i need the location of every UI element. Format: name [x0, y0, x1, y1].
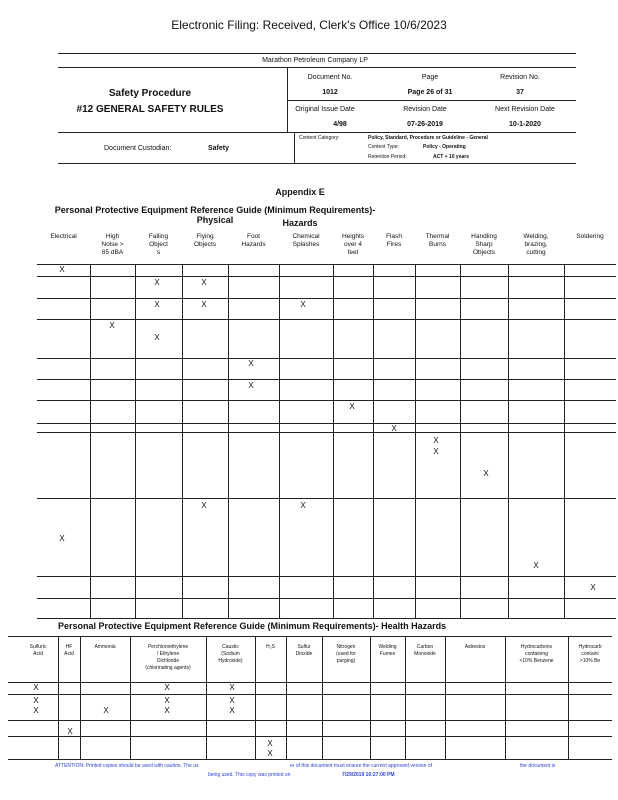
health-col-rule [130, 636, 131, 759]
document-no-label: Document No. [307, 74, 353, 81]
physical-col-rule [228, 264, 229, 618]
physical-header-7: Flash Fires [386, 233, 402, 248]
health-col-rule [286, 636, 287, 759]
next-revision-label: Next Revision Date [495, 106, 555, 113]
revision-date-label: Revision Date [403, 106, 447, 113]
content-type-label: Content Type: [368, 144, 400, 150]
physical-mark: X [391, 424, 397, 433]
physical-mark: X [483, 469, 489, 478]
physical-mark: X [433, 436, 439, 445]
physical-header-10: Welding, brazing, cutting [523, 233, 549, 256]
content-type: Policy - Operating [423, 144, 466, 150]
header-rule-3 [287, 100, 576, 101]
physical-mark: X [300, 300, 306, 309]
physical-header-8: Thermal Burns [425, 233, 450, 248]
physical-row-rule [37, 498, 616, 499]
health-col-rule [206, 636, 207, 759]
health-col-rule [405, 636, 406, 759]
company-name: Marathon Petroleum Company LP [262, 57, 368, 64]
health-header-10: Asbestos [464, 644, 486, 650]
page-number: Page 26 of 31 [407, 89, 453, 96]
footer-line2-b: 7/29/2019 10:27:00 PM [342, 772, 395, 778]
health-mark: X [229, 706, 235, 715]
custodian-label: Document Custodian: [104, 145, 172, 152]
physical-col-rule [135, 264, 136, 618]
health-header-0: Sulfuric Acid [29, 644, 47, 657]
physical-mark: X [201, 501, 207, 510]
health-title: Personal Protective Equipment Reference Guide (Minimum Requirements)- Health Hazards [58, 621, 447, 631]
health-mark: X [267, 749, 273, 758]
procedure-name: #12 GENERAL SAFETY RULES [76, 104, 224, 115]
health-header-2: Ammonia [94, 644, 116, 650]
physical-mark: X [154, 300, 160, 309]
physical-header-3: Flying Objects [193, 233, 217, 248]
physical-mark: X [433, 447, 439, 456]
health-row-rule [8, 682, 612, 683]
health-mark: X [229, 696, 235, 705]
next-revision: 10-1-2020 [509, 121, 541, 128]
physical-row-rule [37, 400, 616, 401]
physical-header-rule [37, 264, 616, 265]
header-bottom-rule [58, 163, 576, 164]
header-divider-2 [294, 132, 295, 163]
original-issue-label: Original Issue Date [295, 106, 355, 113]
physical-mark: X [154, 278, 160, 287]
physical-mark: X [201, 300, 207, 309]
physical-header-0: Electrical [50, 233, 77, 240]
header-rule-2 [58, 67, 576, 68]
health-col-rule [370, 636, 371, 759]
health-col-rule [568, 636, 569, 759]
physical-col-rule [373, 264, 374, 618]
health-header-4: Caustic (Sodium Hydroxide) [218, 644, 243, 664]
health-mark: X [67, 727, 73, 736]
physical-col-rule [460, 264, 461, 618]
original-issue: 4/98 [333, 121, 347, 128]
content-category-label: Content Category: [299, 135, 340, 141]
health-col-rule [505, 636, 506, 759]
health-header-3: Perchloroethylene / Ethylene Dichloride (chlorinating agents) [145, 644, 191, 671]
physical-col-rule [415, 264, 416, 618]
physical-row-rule [37, 319, 616, 320]
health-mark: X [33, 696, 39, 705]
retention-label: Retention Period: [368, 154, 407, 160]
physical-col-rule [564, 264, 565, 618]
document-no: 1012 [322, 89, 338, 96]
health-header-9: Carbon Monoxide [414, 644, 436, 657]
health-header-1: HF Acid [64, 644, 74, 657]
header-top-rule [58, 53, 576, 54]
health-header-5: H₂S [266, 644, 275, 650]
header-rule-4 [58, 132, 576, 133]
health-col-rule [322, 636, 323, 759]
physical-header-6: Heights over 4 feet [341, 233, 365, 256]
physical-header-5: Chemical Splashes [292, 233, 320, 248]
health-mark: X [33, 706, 39, 715]
physical-header-4: Foot Hazards [241, 233, 266, 248]
physical-header-1: High Noise > 85 dBA [101, 233, 124, 256]
health-row-rule [8, 720, 612, 721]
health-mark: X [164, 683, 170, 692]
health-col-rule [80, 636, 81, 759]
filing-stamp: Electronic Filing: Received, Clerk's Office 10/6/2023 [171, 18, 447, 32]
physical-col-rule [90, 264, 91, 618]
footer-line1-c: the document is [520, 763, 556, 769]
physical-col-rule [279, 264, 280, 618]
health-row-rule [8, 736, 612, 737]
health-mark: X [267, 739, 273, 748]
health-mark: X [229, 683, 235, 692]
physical-mark: X [109, 321, 115, 330]
physical-mark: X [248, 381, 254, 390]
physical-row-rule [37, 598, 616, 599]
health-header-8: Welding Fumes [378, 644, 397, 657]
revision-no-label: Revision No. [500, 74, 540, 81]
health-col-rule [255, 636, 256, 759]
health-mark: X [164, 706, 170, 715]
physical-mark: X [590, 583, 596, 592]
physical-row-rule [37, 298, 616, 299]
physical-row-rule [37, 618, 616, 619]
physical-row-rule [37, 432, 616, 433]
physical-mark: X [300, 501, 306, 510]
content-category: Policy, Standard, Procedure or Guideline - General [368, 135, 488, 141]
physical-col-rule [508, 264, 509, 618]
health-header-7: Nitrogen (used for purging) [336, 644, 356, 664]
physical-title-line2: Hazards [282, 218, 318, 228]
footer-line1-b: er of this document must ensure the current approved version of [290, 763, 433, 769]
physical-mark: X [154, 333, 160, 342]
retention: ACT + 10 years [433, 154, 469, 160]
procedure-title: Safety Procedure [108, 88, 192, 99]
physical-title-line1: Personal Protective Equipment Reference Guide (Minimum Requirements)- Physical [54, 205, 376, 225]
physical-mark: X [201, 278, 207, 287]
physical-row-rule [37, 276, 616, 277]
physical-mark: X [248, 359, 254, 368]
health-row-rule [8, 759, 612, 760]
health-header-12: Hydrocarb containi >10% Be [578, 644, 602, 664]
health-header-11: Hydrocarbons containing <10% Benzene [519, 644, 554, 664]
physical-col-rule [333, 264, 334, 618]
health-mark: X [103, 706, 109, 715]
health-mark: X [164, 696, 170, 705]
page-label: Page [421, 74, 439, 81]
health-col-rule [445, 636, 446, 759]
appendix-title: Appendix E [275, 187, 325, 197]
health-top-rule [8, 636, 612, 637]
physical-header-2: Falling Object s [148, 233, 169, 256]
physical-row-rule [37, 423, 616, 424]
health-col-rule [58, 636, 59, 759]
health-mark: X [33, 683, 39, 692]
revision-no: 37 [516, 89, 524, 96]
physical-row-rule [37, 358, 616, 359]
physical-row-rule [37, 379, 616, 380]
physical-header-9: Handling Sharp Objects [471, 233, 497, 256]
health-row-rule [8, 694, 612, 695]
custodian: Safety [208, 145, 230, 152]
physical-row-rule [37, 576, 616, 577]
footer-line2-a: being used. This copy was printed on [208, 772, 291, 778]
physical-mark: X [59, 265, 65, 274]
revision-date: 07-26-2019 [407, 121, 443, 128]
physical-mark: X [59, 534, 65, 543]
physical-mark: X [533, 561, 539, 570]
health-header-6: Sulfur Dioxide [295, 644, 313, 657]
physical-col-rule [182, 264, 183, 618]
footer-line1-a: ATTENTION: Printed copies should be used with caution. The us [55, 763, 199, 769]
physical-header-11: Soldering [576, 233, 604, 240]
physical-mark: X [349, 402, 355, 411]
